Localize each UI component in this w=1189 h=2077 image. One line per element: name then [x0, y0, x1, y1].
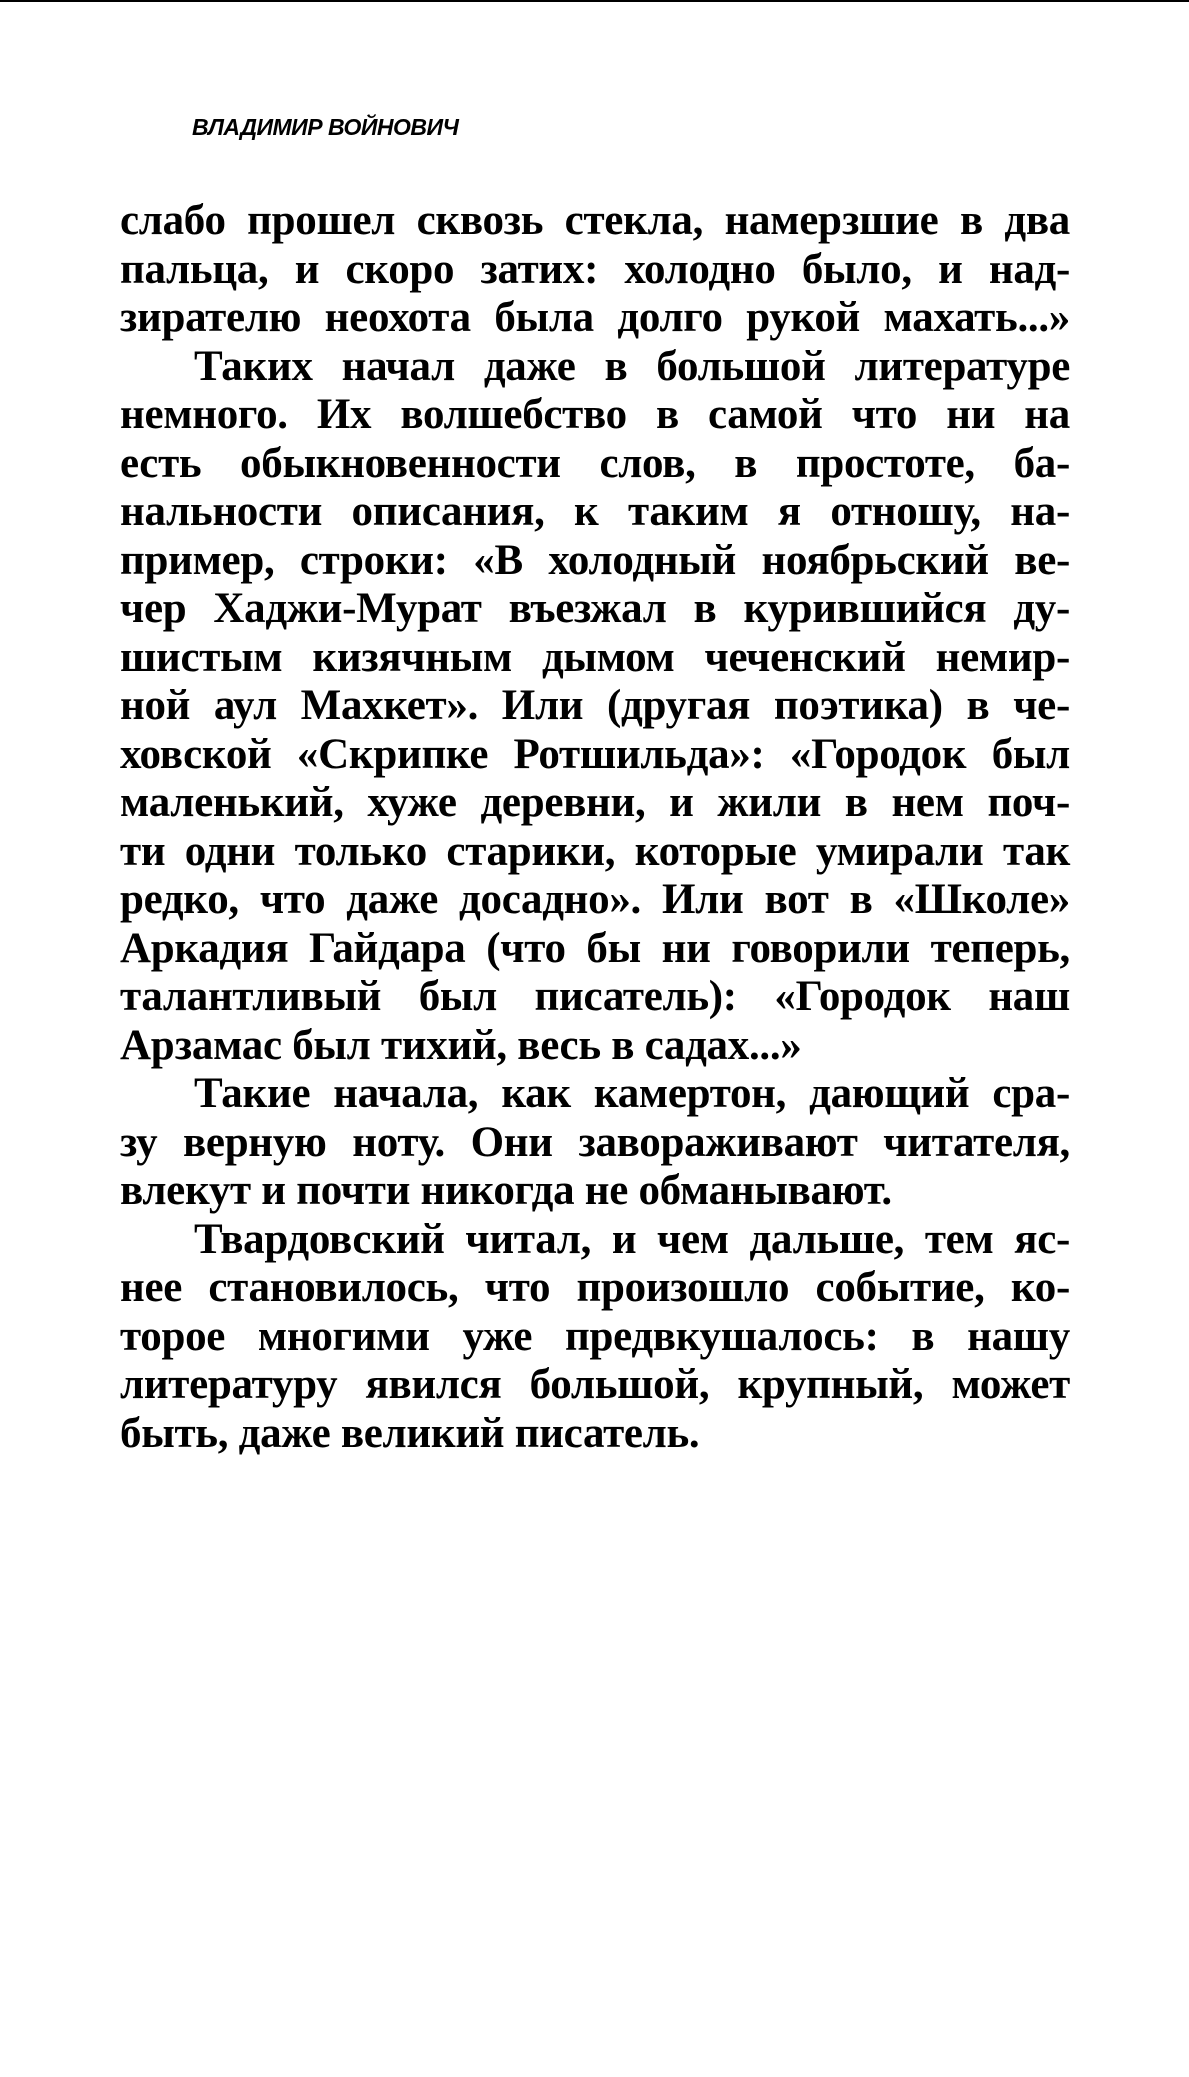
body-text [120, 197, 1070, 1458]
text-line: нальности описания, к таким я отношу, на- [120, 488, 1070, 535]
text-line: торое многими уже предвкушалось: в нашу [120, 1312, 1070, 1360]
text-line: зирателю неохота была долго рукой махать...» [120, 294, 1070, 341]
text-line: Аркадия Гайдара (что бы ни говорили теперь, [120, 924, 1070, 972]
text-line: пример, строки: «В холодный ноябрьский ве- [120, 536, 1070, 584]
text-line: чер Хаджи-Мурат въезжал в курившийся ду- [120, 585, 1070, 632]
text-line: маленький, хуже деревни, и жили в нем поч- [120, 779, 1070, 826]
paragraph-start-line: Твардовский читал, и чем дальше, тем яс- [194, 1215, 1070, 1263]
text-line: шистым кизячным дымом чеченский немир- [120, 633, 1070, 681]
text-line: ти одни только старики, которые умирали так [120, 827, 1070, 875]
text-line: талантливый был писатель): «Городок наш [120, 973, 1070, 1020]
paragraph-start-line: Таких начал даже в большой литературе [194, 342, 1070, 390]
text-line: пальца, и скоро затих: холодно было, и над- [120, 245, 1070, 293]
text-line: редко, что даже досадно». Или вот в «Школе» [120, 876, 1070, 923]
paragraph-end-line: Арзамас был тихий, весь в садах...» [120, 1021, 802, 1069]
paragraph-start-line: Такие начала, как камертон, дающий сра- [194, 1070, 1070, 1117]
paragraph-end-line: быть, даже великий писатель. [120, 1409, 700, 1457]
text-line: зу верную ноту. Они завораживают читателя, [120, 1118, 1070, 1166]
text-line: немного. Их волшебство в самой что ни на [120, 391, 1070, 438]
text-line: ной аул Махкет». Или (другая поэтика) в че- [120, 682, 1070, 729]
text-line: литературу явился большой, крупный, может [120, 1361, 1070, 1408]
text-line: нее становилось, что произошло событие, ко- [120, 1264, 1070, 1311]
text-line: слабо прошел сквозь стекла, намерзшие в два [120, 197, 1070, 244]
text-line: ховской «Скрипке Ротшильда»: «Городок был [120, 730, 1070, 778]
top-border-rule [0, 0, 1189, 2]
paragraph-end-line: влекут и почти никогда не обманывают. [120, 1167, 892, 1214]
text-line: есть обыкновенности слов, в простоте, ба- [120, 439, 1070, 487]
running-head-author: ВЛАДИМИР ВОЙНОВИЧ [192, 114, 459, 140]
